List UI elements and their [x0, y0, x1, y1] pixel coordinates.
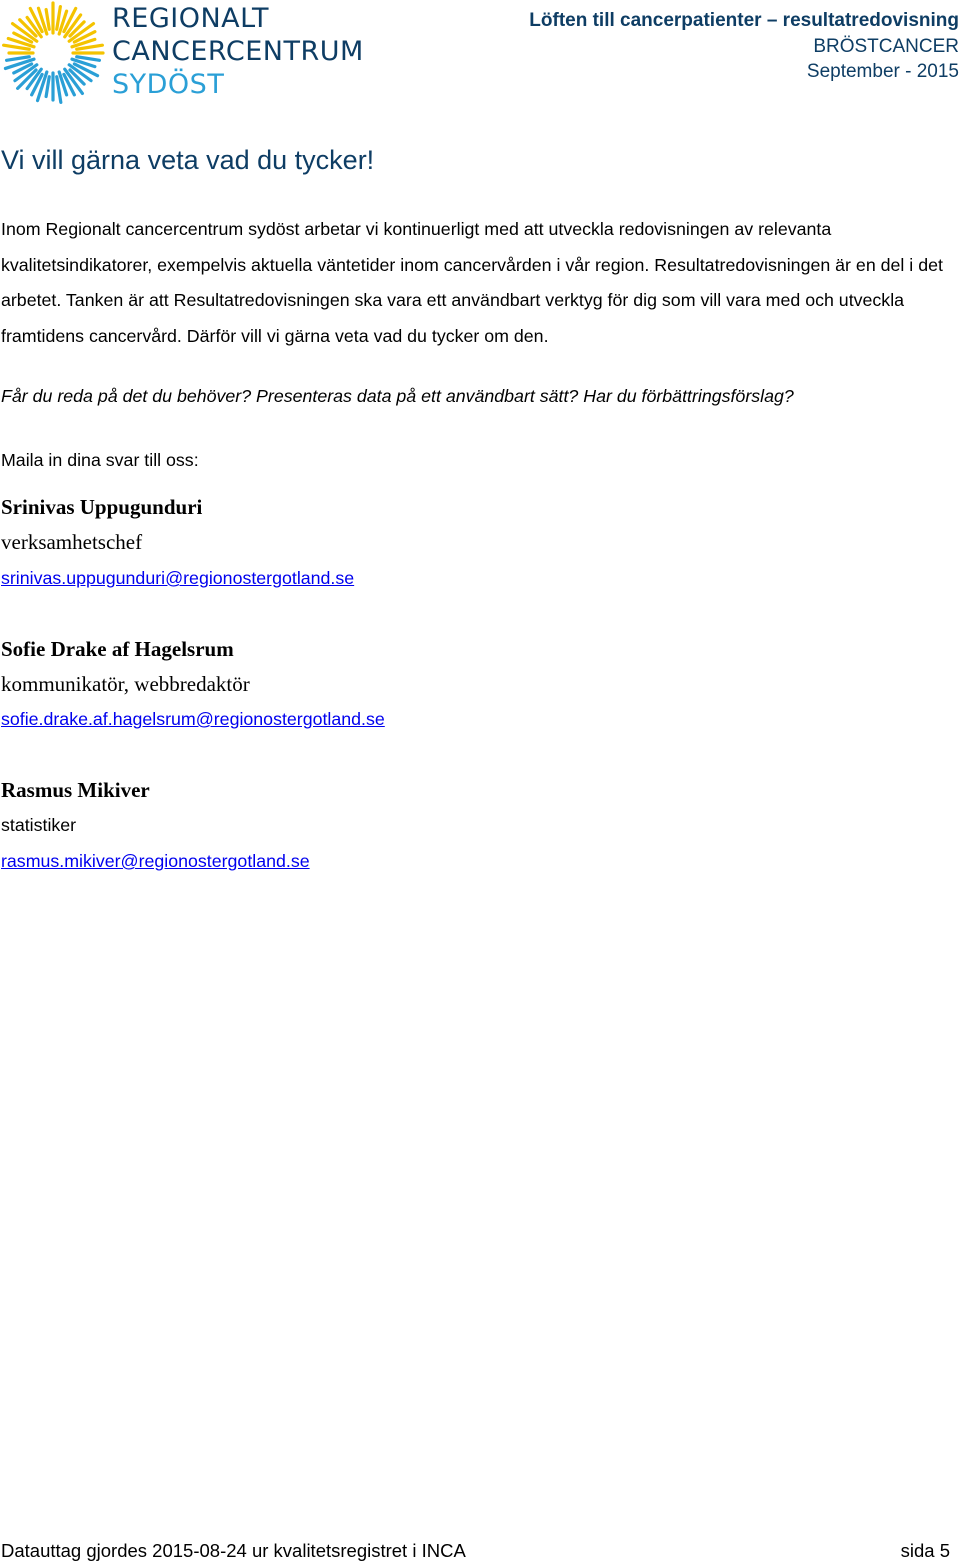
- sun-ray: [4, 45, 30, 49]
- sun-ray: [46, 10, 49, 30]
- logo-text-line3: SYDÖST: [112, 69, 225, 100]
- sun-ray: [77, 57, 100, 61]
- contact-role: verksamhetschef: [1, 530, 143, 554]
- sun-ray: [57, 77, 61, 103]
- contact-name: Srinivas Uppugunduri: [1, 495, 203, 519]
- footer-data-source: Datauttag gjordes 2015-08-24 ur kvalitetsregistret i INCA: [1, 1540, 466, 1561]
- contact-role: statistiker: [1, 815, 77, 835]
- contact-name: Rasmus Mikiver: [1, 778, 150, 802]
- intro-paragraph: Inom Regionalt cancercentrum sydöst arbetar vi kontinuerligt med att utveckla redovisningen av relevanta kvalitetsindikatorer, exempelvis aktuella väntetider inom cancervården i vår region. Resultatredovisningen är en del i det arbetet. Tanken är att Resultatredovisningen ska vara ett användbart verktyg för dig som vill vara med och utveckla framtidens cancervård. Därför vill vi gärna veta vad du tycker om den.: [1, 219, 943, 346]
- sun-ray: [46, 77, 49, 97]
- header-subtitle: BRÖSTCANCER: [813, 36, 959, 57]
- logo-sun-icon: [0, 0, 106, 106]
- footer-page-number: sida 5: [900, 1540, 950, 1561]
- mail-prompt: Maila in dina svar till oss:: [1, 450, 199, 470]
- contact-name: Sofie Drake af Hagelsrum: [1, 637, 234, 661]
- contact-email-link[interactable]: rasmus.mikiver@regionostergotland.se: [1, 851, 310, 871]
- sun-ray: [7, 57, 30, 61]
- sun-ray: [77, 45, 103, 49]
- contact-email-link[interactable]: srinivas.uppugunduri@regionostergotland.se: [1, 568, 355, 588]
- questions-text: Får du reda på det du behöver? Presenteras data på ett användbart sätt? Har du förbättringsförslag?: [1, 386, 794, 406]
- logo-text-line1: REGIONALT: [112, 3, 269, 34]
- contact-email-link[interactable]: sofie.drake.af.hagelsrum@regionostergotland.se: [1, 709, 385, 729]
- contact-role: kommunikatör, webbredaktör: [1, 672, 250, 696]
- sun-ray: [57, 7, 61, 30]
- header-date: September - 2015: [806, 61, 959, 82]
- page-title: Vi vill gärna veta vad du tycker!: [1, 145, 375, 175]
- logo-text-line2: CANCERCENTRUM: [112, 36, 364, 67]
- header-title: Löften till cancerpatienter – resultatredovisning: [529, 10, 959, 31]
